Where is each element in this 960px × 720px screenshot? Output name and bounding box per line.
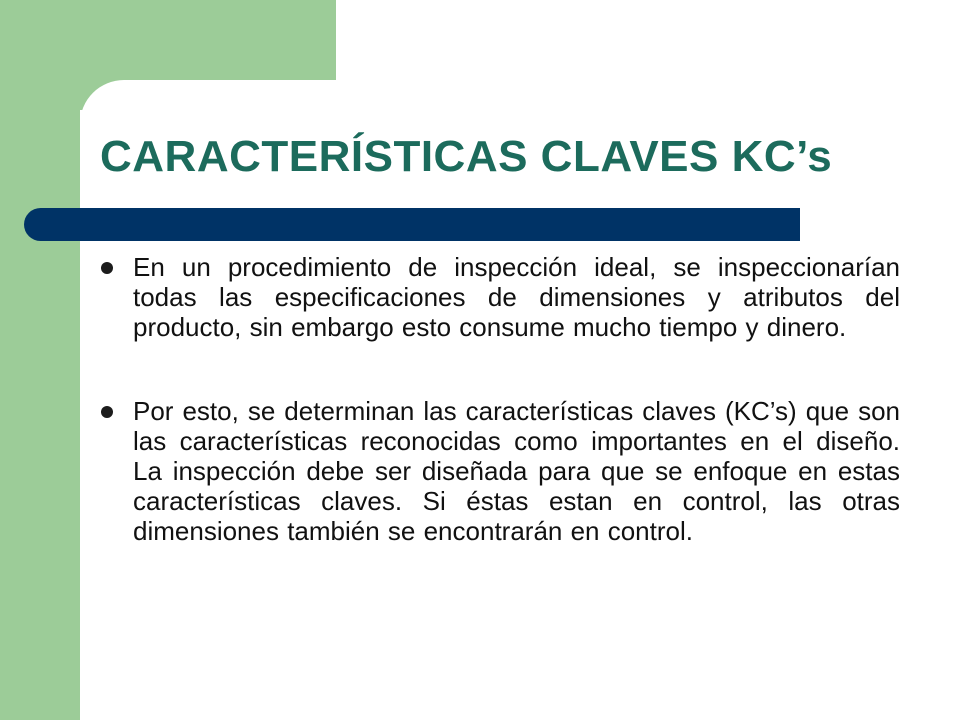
- bullet-text: Por esto, se determinan las características claves (KC’s) que son las características reconocidas como importantes en el diseño. La inspección debe ser diseñada para que se enfoque en estas características claves. Si éstas estan en control, las otras dimensiones también se encontrarán en control.: [133, 396, 900, 546]
- bullet-dot-icon: [101, 406, 113, 418]
- decorative-green-band: [0, 0, 80, 720]
- bullet-list: [100, 252, 900, 546]
- bullet-text: En un procedimiento de inspección ideal, se inspeccionarían todas las especificaciones de dimensiones y atributos del producto, sin embargo esto consume mucho tiempo y dinero.: [133, 252, 900, 342]
- bullet-item: [100, 252, 900, 342]
- bullet-item: [100, 396, 900, 546]
- slide-title: CARACTERÍSTICAS CLAVES KC’s: [100, 132, 833, 181]
- bullet-dot-icon: [101, 262, 113, 274]
- title-underline-bar: [24, 208, 800, 241]
